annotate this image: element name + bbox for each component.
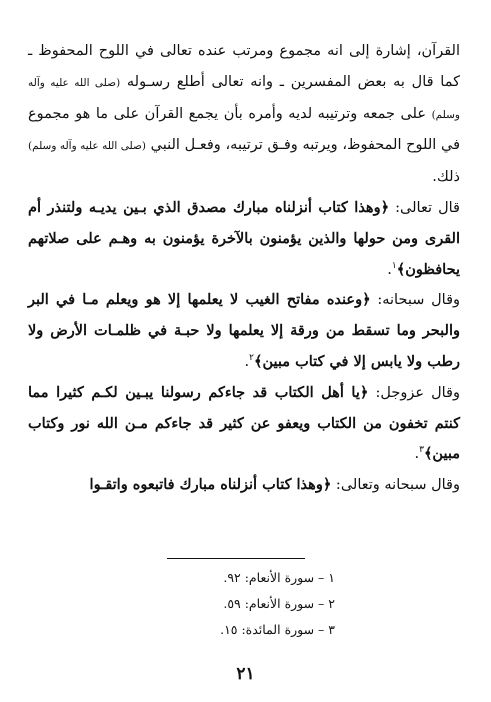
quran-verse-3: ﴿يا أهل الكتاب قد جاءكم رسولنا يبـين لكـم كثيرا مما كنتم تخفون من الكتاب ويعفو عن كثير قد جاءكم مـن الله نور وكتاب مبين﴾: [28, 383, 460, 463]
quran-verse-4: ﴿وهذا كتاب أنزلناه مبارك فاتبعوه واتقـوا: [89, 476, 332, 494]
paragraph-4: وقال عزوجل: ﴿يا أهل الكتاب قد جاءكم رسولنا يبـين لكـم كثيرا مما كنتم تخفون من الكتاب ويعفو عن كثير قد جاءكم مـن الله نور وكتاب مبين﴾$^٣$.: [28, 383, 460, 463]
paragraph-1-middle: على جمعه وترتيبه لديه وأمره بأن يجمع القرآن على ما هو مجموع في اللوح المحفوظ، ويرتبه وفـق ترتيبه، وفعـل النبي: [28, 105, 460, 154]
footnote-2: ٢ – سورة الأنعام: ٥٩.: [223, 596, 335, 611]
footnote-3: ٣ – سورة المائدة: ١٥.: [220, 622, 335, 637]
paragraph-3-lead: وقال سبحانه:: [370, 292, 461, 309]
page-number: ٢١: [236, 664, 255, 684]
quran-verse-2: ﴿وعنده مفاتح الغيب لا يعلمها إلا هو ويعلم مـا في البر والبحر وما تسقط من ورقة إلا يعلمها ولا حبـة في ظلمـات الأرض ولا رطب ولا يابس إلا في كتاب مبين﴾: [28, 291, 460, 370]
footnote-ref-2: ٢: [249, 353, 254, 364]
paragraph-1-tail: ذلك.: [432, 169, 460, 186]
paragraph-5: [28, 470, 460, 501]
paragraph-5-lead: وقال سبحانه وتعالى:: [331, 477, 460, 494]
paragraph-1: [28, 36, 460, 193]
honorific-2: (صلى الله عليه وآله وسلم): [28, 140, 146, 153]
paragraph-4-lead: وقال عزوجل:: [368, 384, 460, 401]
footnote-separator: [167, 558, 305, 559]
footnote-1: ١ – سورة الأنعام: ٩٢.: [223, 570, 335, 585]
paragraph-2: قال تعالى: ﴿وهذا كتاب أنزلناه مبارك مصدق الذي بـين يديـه ولتنذر أم القرى ومن حولها والذين يؤمنون بالآخرة يؤمنون به وهـم على صلاتهم يحافظون﴾$^١$.: [28, 198, 460, 278]
paragraph-2-lead: قال تعالى:: [389, 199, 460, 216]
quran-verse-1: ﴿وهذا كتاب أنزلناه مبارك مصدق الذي بـين يديـه ولتنذر أم القرى ومن حولها والذين يؤمنون بالآخرة يؤمنون به وهـم على صلاتهم يحافظون﴾: [28, 198, 460, 278]
honorific-1: (صلى الله عليه وآله وسلم): [28, 76, 460, 121]
footnote-ref-3: ٣: [419, 445, 424, 456]
footnote-ref-1: ١: [391, 260, 397, 271]
paragraph-1-lead: القرآن، إشارة إلى انه مجموع ومرتب عنده تعالى في اللوح المحفوظ ـ كما قال به بعض المفسرين ـ وانه تعالى أطلع رسـوله: [28, 43, 460, 90]
paragraph-3: وقال سبحانه: ﴿وعنده مفاتح الغيب لا يعلمها إلا هو ويعلم مـا في البر والبحر وما تسقط من ورقة إلا يعلمها ولا حبـة في ظلمـات الأرض ولا رطب ولا يابس إلا في كتاب مبين﴾$^٢$.: [28, 291, 461, 370]
main-text: [28, 36, 460, 501]
footnotes: [60, 565, 335, 643]
